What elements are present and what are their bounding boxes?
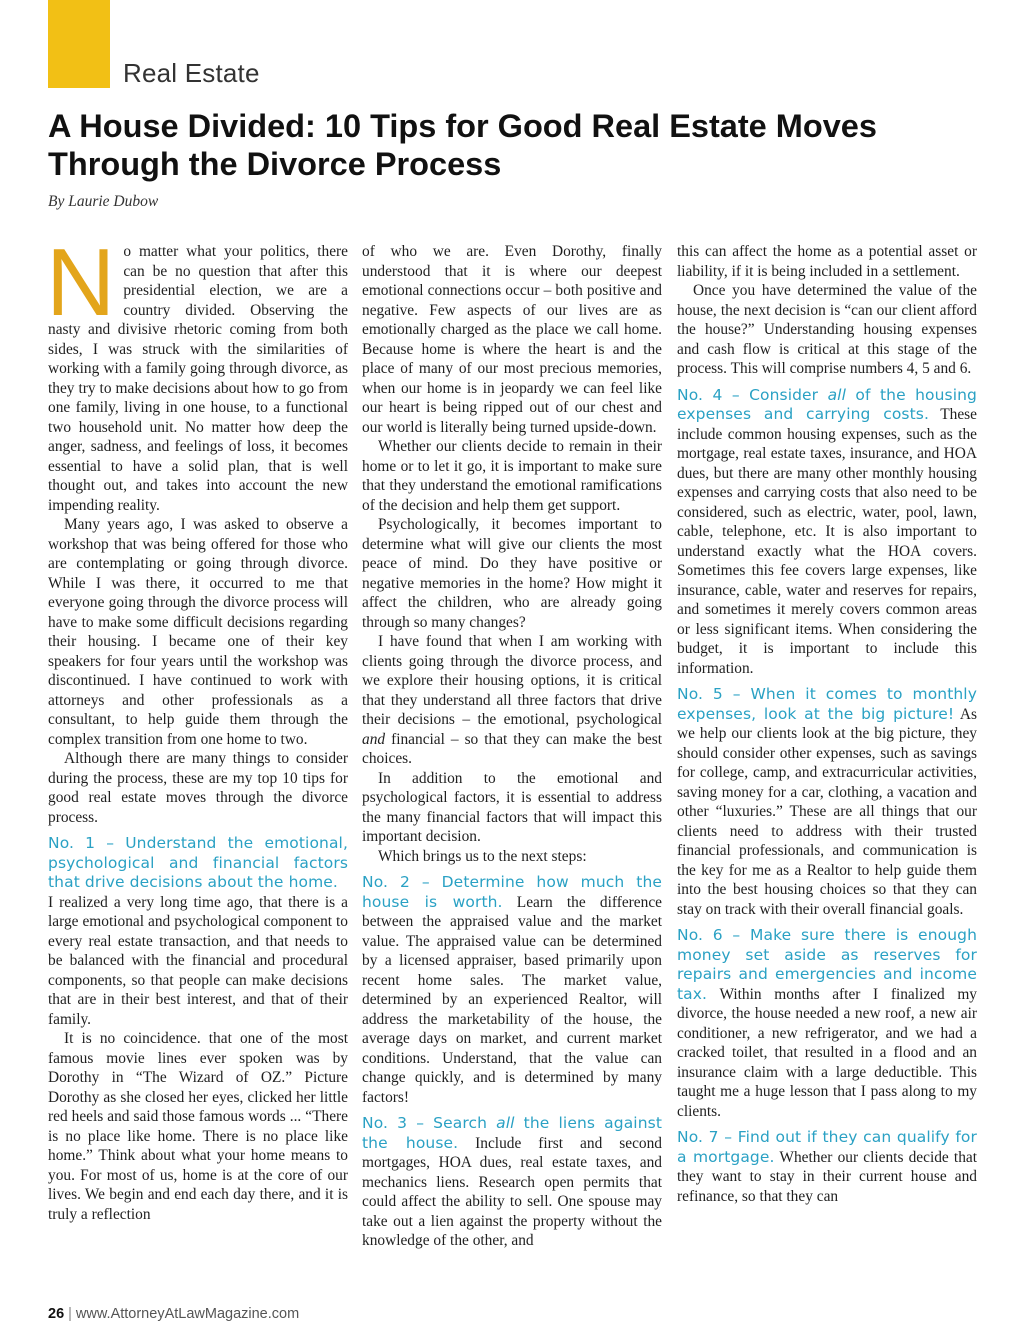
- tip-1-paragraph-2: It is no coincidence. that one of the most famous movie lines ever spoken was by Dorothy in “The Wizard of OZ.” Picture Dorothy as she closed her eyes, clicked her little red heels and said those famous words ... “There is no place like home. There is no place like home.” Think about what your home means to you. For most of us, home is at the core of our lives. We begin and end each day there, and it is truly a reflection: [48, 1030, 348, 1223]
- tip-7: [677, 1128, 977, 1206]
- byline: By Laurie Dubow: [48, 193, 159, 210]
- page-footer: [48, 1306, 299, 1322]
- tip-7-body: Whether our clients decide that they want to stay in their current house and refinance, so that they can: [677, 1148, 978, 1205]
- col2-paragraph-4-b: financial – so that they can make the best choices.: [362, 730, 662, 767]
- intro-paragraph-1: [46, 229, 348, 515]
- col2-paragraph-5: In addition to the emotional and psychological factors, it is essential to address the many financial factors that will impact this important decision.: [362, 769, 662, 845]
- intro-paragraph-3: Although there are many things to consider during the process, these are my top 10 tips for good real estate moves through the divorce process.: [48, 750, 348, 826]
- footer-separator: |: [68, 1306, 72, 1322]
- drop-cap: N: [46, 229, 116, 336]
- tip-1-heading: [48, 834, 348, 893]
- tip-2-body: Learn the difference between the appraised value and the market value. The appraised value can be determined by a licensed appraiser, based primarily upon recent home sales. The market value, determined by an experienced Realtor, will address the marketability of the house, the average days on market, and current market conditions. Understand, that the value can change quickly, and is determined by many factors!: [362, 893, 662, 1106]
- intro-paragraph-2: Many years ago, I was asked to observe a workshop that was being offered for those who are contemplating or going through divorce. While I was there, it occurred to me that everyone going through the divorce process will have to make some difficult decisions regarding their housing. I became one of their key speakers for four years until the workshop was discontinued. I have continued to work with attorneys and other professionals as a consultant, to help guide them through the complex transition from one home to two.: [48, 516, 348, 748]
- intro-paragraph-1-text: o matter what your politics, there can be no question that after this presidential election, we are a country divided. Observing the nasty and divisive rhetoric coming from both sides, I was struck with the similarities of working with a family going through divorce, as they try to make decisions about how to go from one family, living in one house, to a functional two household unit. No matter how deep the anger, sadness, and feelings of loss, it becomes essential to have a solid plan, that is well thought out, and takes into account the new impending reality.: [48, 243, 348, 514]
- tip-5-body: As we help our clients look at the big picture, they should consider other expenses, such as savings for college, camp, and extracurricular activities, saving money for a car, clothing, a vacation and other “luxuries.” These are all things that our clients need to address with their trusted financial professionals, and communication is the key for me as a Realtor to help guide them into the best housing choices so that they can stay on track with their overall financial goals.: [677, 705, 977, 918]
- tip-6: [677, 926, 977, 1121]
- tip-4-body: These include common housing expenses, such as the mortgage, real estate taxes, insurance, and HOA dues, but there are many other monthly housing expenses and carrying costs that also need to be considered, such as electric, water, pool, lawn, cable, telephone, etc. It is also important to understand exactly what the HOA covers. Sometimes this fee covers large expenses, like insurance, cable, water and reserves for repairs, and sometimes it merely covers common areas or less significant items. When considering the budget, it is important to include this information.: [677, 406, 977, 677]
- website-link[interactable]: www.AttorneyAtLawMagazine.com: [75, 1306, 300, 1322]
- tip-7-heading: No. 7 – Find out if they can qualify for a mortgage.: [677, 1128, 977, 1166]
- tip-2: [362, 873, 662, 1107]
- tip-3-heading-b: the liens against the house.: [362, 1114, 662, 1152]
- article-column-2: [362, 242, 662, 1251]
- article-column-1: [46, 229, 348, 1224]
- col2-paragraph-2: Whether our clients decide to remain in their home or to let it go, it is important to make sure that they understand the emotional ramifications of the decision and help them get support.: [362, 438, 662, 514]
- article-headline: A House Divided: 10 Tips for Good Real Estate Moves Through the Divorce Process: [48, 108, 877, 182]
- tip-3-body: Include first and second mortgages, HOA dues, real estate taxes, and mechanics liens. Research open permits that could affect the ability to sell. One spouse may take out a lien against the property without the knowledge of the other, and: [362, 1134, 662, 1249]
- tip-4-heading-b: of the housing expenses and carrying costs.: [677, 385, 977, 423]
- tip-6-body: Within months after I finalized my divorce, the house needed a new roof, a new air conditioner, a new refrigerator, and we had a cracked toilet, that resulted in a flood and an insurance claim with a large deductible. This taught me a huge lesson that I pass along to my clients.: [677, 985, 977, 1120]
- col3-paragraph-2: Once you have determined the value of the house, the next decision is “can our client afford the house?” Understanding housing expenses and cash flow is critical at this stage of the process. This will comprise numbers 4, 5 and 6.: [677, 282, 977, 377]
- section-color-tab: [48, 0, 110, 88]
- tip-3: [362, 1114, 662, 1251]
- col2-paragraph-3: Psychologically, it becomes important to determine what will give our clients the most peace of mind. Do they have positive or negative memories in the home? How might it affect the children, who are already going through so many changes?: [362, 516, 662, 631]
- tip-4-heading-a: No. 4 – Consider: [677, 385, 828, 404]
- col2-paragraph-6: Which brings us to the next steps:: [378, 847, 587, 865]
- tip-5-heading: No. 5 – When it comes to monthly expenses, look at the big picture!: [677, 685, 977, 723]
- tip-5: [677, 685, 977, 919]
- article-column-3: [677, 242, 977, 1206]
- col2-paragraph-1: of who we are. Even Dorothy, finally understood that it is where our deepest emotional connections occur – both positive and negative. Few aspects of our lives are as emotionally charged as the place we call home. Because home is where the heart is and the place of many of our most precious memories, when our home is in jeopardy we can feel like our heart is being ripped out of our chest and our world is literally being turned upside-down.: [362, 243, 662, 436]
- tip-1-heading-text: No. 1 – Understand the emotional, psychological and financial factors that drive decisions about the home.: [48, 834, 348, 891]
- tip-1-body: I realized a very long time ago, that there is a large emotional and psychological component to every real estate transaction, and that needs to be balanced with the financial and procedural components, so that people can make decisions that are in their best interest, and that of their family.: [48, 893, 348, 1028]
- tip-6-heading: No. 6 – Make sure there is enough money set aside as reserves for repairs and emergencies and income tax.: [677, 926, 977, 1003]
- tip-4-heading-emphasis: all: [827, 385, 846, 404]
- section-label: Real Estate: [123, 58, 260, 88]
- col2-paragraph-4: [362, 632, 662, 769]
- tip-3-heading-a: No. 3 – Search: [362, 1114, 497, 1132]
- col2-paragraph-4-emphasis: and: [362, 730, 386, 748]
- col3-paragraph-1: this can affect the home as a potential asset or liability, if it is being included in a settlement.: [677, 243, 977, 280]
- col2-paragraph-4-a: I have found that when I am working with clients going through the divorce process, and we explore their housing options, it is critical that they understand all three factors that drive their decisions – the emotional, psychological: [362, 633, 662, 728]
- page-number: 26: [48, 1306, 65, 1322]
- tip-4: [677, 386, 977, 679]
- tip-2-heading: No. 2 – Determine how much the house is worth.: [362, 873, 662, 911]
- tip-3-heading-emphasis: all: [496, 1114, 515, 1132]
